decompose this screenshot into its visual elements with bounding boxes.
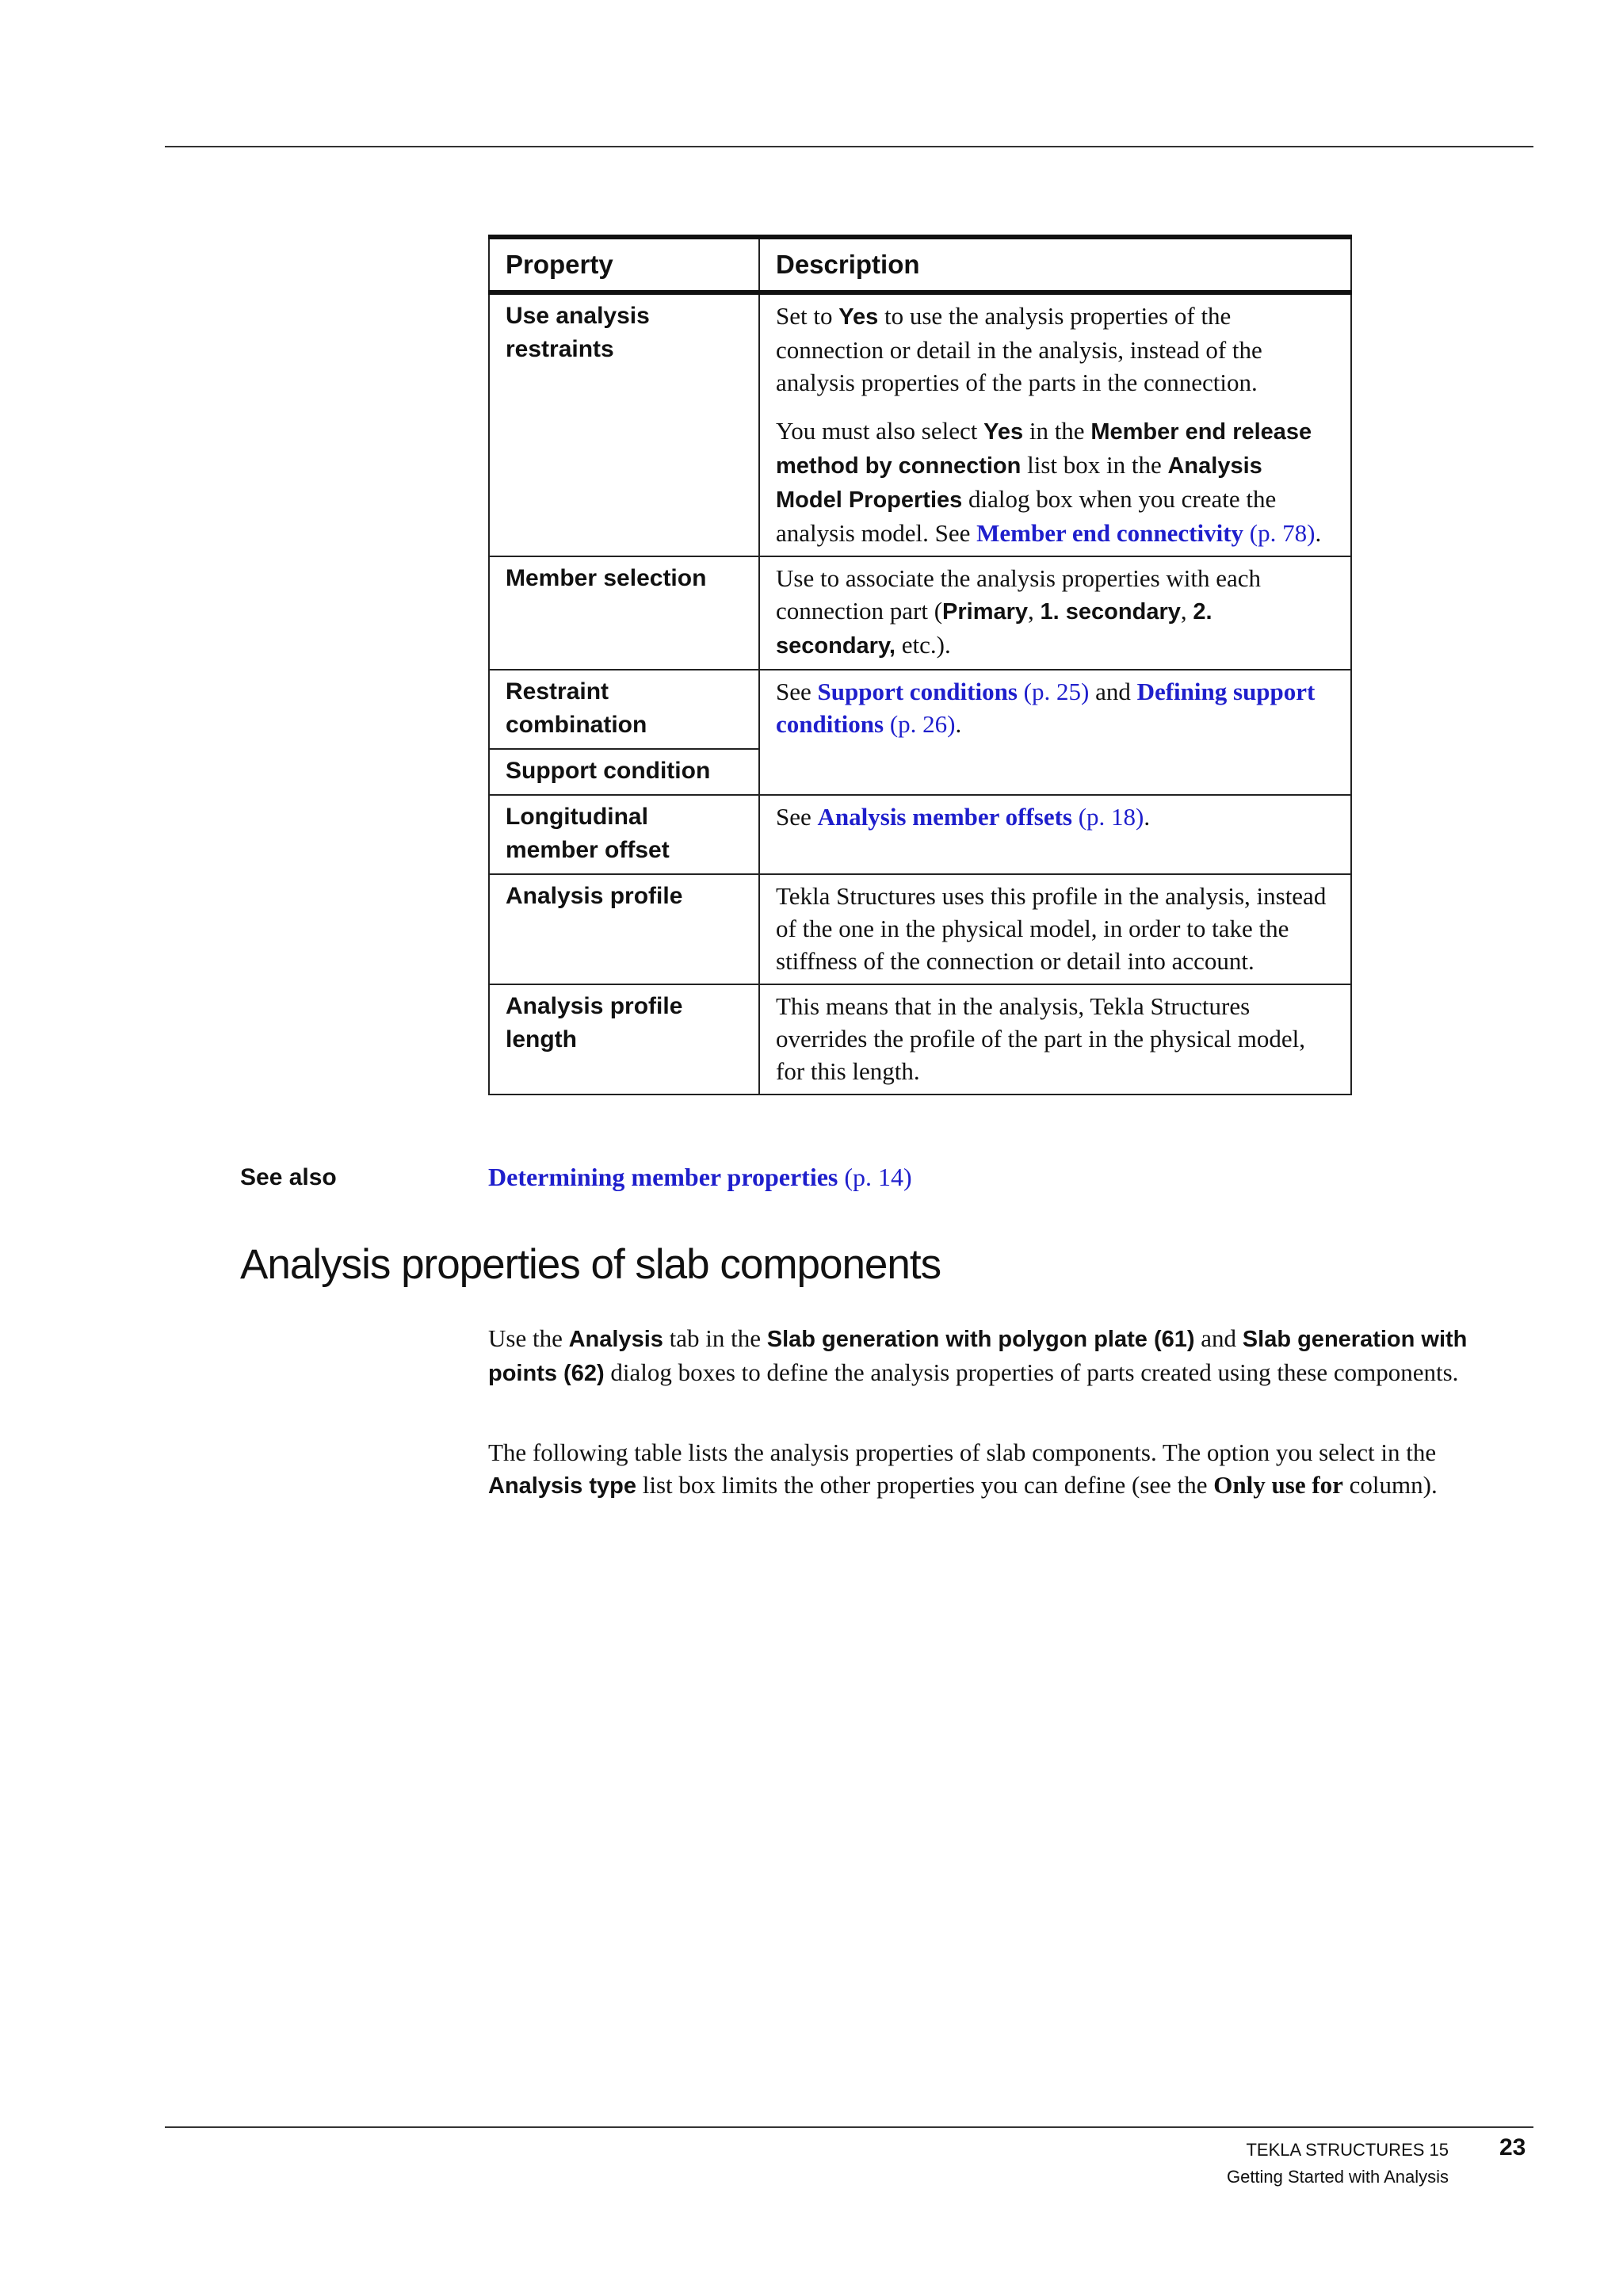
text-run: See xyxy=(776,678,818,705)
column-header-property: Property xyxy=(489,237,759,292)
text-run: . xyxy=(955,710,962,738)
description-paragraph xyxy=(776,415,1335,549)
property-cell: Member selection xyxy=(489,556,759,670)
property-cell: Use analysis restraints xyxy=(489,292,759,556)
description-cell: Tekla Structures uses this profile in the analysis, instead of the one in the physical model, in order to take the stiffness of the connection or detail into account. xyxy=(759,874,1351,984)
table-row xyxy=(489,795,1351,874)
table-row xyxy=(489,292,1351,556)
text-run: dialog boxes to define the analysis properties of parts created using these components. xyxy=(604,1358,1459,1386)
text-run: See xyxy=(776,803,818,831)
see-also-label: See also xyxy=(240,1164,337,1190)
text-run: tab in the xyxy=(663,1324,767,1352)
ui-term: Slab generation with points (62) xyxy=(488,1327,1468,1386)
property-cell: Analysis profile xyxy=(489,874,759,984)
header-rule xyxy=(165,146,1533,147)
text-run: , xyxy=(1028,597,1041,625)
text-run: . xyxy=(1144,803,1151,831)
text-run: You must also select xyxy=(776,417,984,445)
text-run: etc.). xyxy=(895,631,951,659)
property-cell: Longitudinal member offset xyxy=(489,795,759,874)
footer-product: TEKLA STRUCTURES 15 xyxy=(1246,2140,1449,2160)
description-cell xyxy=(759,556,1351,670)
analysis-member-offsets-link[interactable]: Analysis member offsets (p. 18) xyxy=(817,803,1144,831)
text-run: and xyxy=(1089,678,1137,705)
ui-term: Slab generation with polygon plate (61) xyxy=(766,1327,1195,1352)
property-cell: Restraint combination xyxy=(489,670,759,749)
analysis-properties-table xyxy=(488,235,1352,1095)
table-row xyxy=(489,670,1351,749)
text-run: list box limits the other properties you can define (see the xyxy=(636,1471,1214,1499)
ui-term: Yes xyxy=(983,419,1024,445)
description-paragraph xyxy=(776,300,1335,399)
footer-rule xyxy=(165,2126,1533,2128)
ui-term: Member end release method by connection xyxy=(776,419,1312,479)
text-run: Use to associate the analysis properties with each connection part ( xyxy=(776,564,1262,625)
text-run: column). xyxy=(1342,1471,1438,1499)
table-row xyxy=(489,874,1351,984)
table-header-row xyxy=(489,237,1351,292)
body-paragraph xyxy=(488,1436,1510,1503)
body-paragraph xyxy=(488,1322,1510,1390)
text-run: to use the analysis properties of the connection or detail in the analysis, instead of the analysis properties of the parts in the connection. xyxy=(776,302,1262,396)
text-run: dialog box when you create the analysis model. See xyxy=(776,485,1277,547)
description-cell xyxy=(759,292,1351,556)
ui-term: Primary xyxy=(942,599,1029,625)
column-name: Only use for xyxy=(1213,1471,1343,1499)
description-cell xyxy=(759,795,1351,874)
table-row xyxy=(489,556,1351,670)
page-number: 23 xyxy=(1499,2134,1526,2160)
ui-term: 2. secondary, xyxy=(776,599,1212,659)
ui-term: Analysis Model Properties xyxy=(776,453,1262,513)
section-heading: Analysis properties of slab components xyxy=(240,1241,941,1288)
description-cell: This means that in the analysis, Tekla Structures overrides the profile of the part in the physical model, for this length. xyxy=(759,984,1351,1095)
ui-term: Analysis type xyxy=(488,1473,636,1499)
defining-support-conditions-link[interactable]: Defining support conditions (p. 26) xyxy=(776,678,1316,738)
ui-term: 1. secondary xyxy=(1040,599,1181,625)
determining-member-properties-link[interactable]: Determining member properties (p. 14) xyxy=(488,1163,912,1191)
property-cell: Support condition xyxy=(489,749,759,795)
text-run: , xyxy=(1180,597,1193,625)
description-cell xyxy=(759,670,1351,795)
footer-guide-title: Getting Started with Analysis xyxy=(1226,2167,1449,2187)
text-run: Set to xyxy=(776,302,839,330)
column-header-description: Description xyxy=(759,237,1351,292)
property-cell: Analysis profile length xyxy=(489,984,759,1095)
member-end-connectivity-link[interactable]: Member end connectivity (p. 78) xyxy=(976,519,1316,547)
support-conditions-link[interactable]: Support conditions (p. 25) xyxy=(817,678,1090,705)
see-also-reference xyxy=(488,1161,912,1193)
text-run: . xyxy=(1315,519,1322,547)
ui-term: Analysis xyxy=(568,1327,663,1352)
text-run: in the xyxy=(1023,417,1091,445)
text-run: The following table lists the analysis properties of slab components. The option you select in the xyxy=(488,1438,1437,1466)
table-row xyxy=(489,984,1351,1095)
text-run: list box in the xyxy=(1021,451,1168,479)
text-run: Use the xyxy=(488,1324,569,1352)
text-run: and xyxy=(1194,1324,1243,1352)
ui-term: Yes xyxy=(838,304,879,330)
